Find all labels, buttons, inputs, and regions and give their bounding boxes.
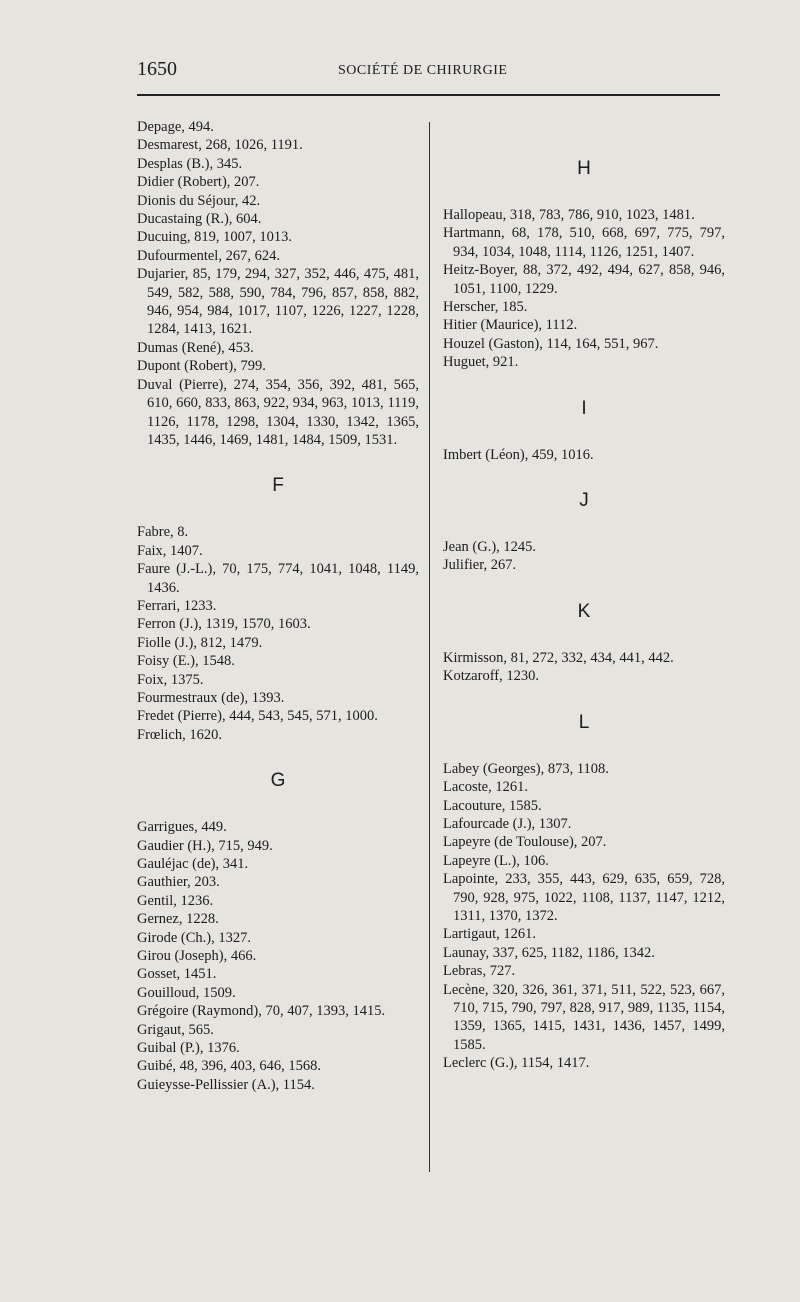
index-entry: Desplas (B.), 345. bbox=[137, 155, 243, 172]
section-letter: H bbox=[577, 158, 591, 179]
index-entry: Kotzaroff, 1230. bbox=[443, 668, 539, 685]
index-entry: Girou (Joseph), 466. bbox=[137, 948, 257, 965]
section-letter: K bbox=[577, 600, 591, 622]
index-entry: Ferron (J.), 1319, 1570, 1603. bbox=[137, 616, 311, 633]
index-entry: Dionis du Séjour, 42. bbox=[137, 192, 261, 209]
index-entry: Leclerc (G.), 1154, 1417. bbox=[443, 1055, 590, 1072]
index-entry: Lartigaut, 1261. bbox=[443, 926, 537, 943]
index-entry: Gaudier (H.), 715, 949. bbox=[137, 837, 273, 854]
index-entry: Fourmestraux (de), 1393. bbox=[137, 689, 285, 706]
index-entry: Labey (Georges), 873, 1108. bbox=[443, 760, 609, 777]
index-entry: Heitz-Boyer, 88, 372, 492, 494, 627, 858, 946, 1051, 1100, 1229. bbox=[443, 262, 725, 297]
index-entry: Grégoire (Raymond), 70, 407, 1393, 1415. bbox=[137, 1003, 386, 1020]
index-entry: Ferrari, 1233. bbox=[137, 597, 217, 614]
index-entry: Lebras, 727. bbox=[443, 963, 516, 980]
index-entry: Didier (Robert), 207. bbox=[137, 174, 260, 191]
index-entry: Grigaut, 565. bbox=[137, 1021, 214, 1038]
index-entry: Imbert (Léon), 459, 1016. bbox=[443, 446, 594, 463]
index-entry: Julifier, 267. bbox=[443, 557, 517, 574]
index-entry: Hitier (Maurice), 1112. bbox=[443, 317, 578, 334]
index-entry: Lapointe, 233, 355, 443, 629, 635, 659, 728, 790, 928, 975, 1022, 1108, 1137, 1147, 1212, 1311, 1370, 1372. bbox=[443, 871, 725, 924]
index-entry: Huguet, 921. bbox=[443, 354, 519, 371]
index-entry: Lapeyre (L.), 106. bbox=[443, 852, 549, 869]
index-entry: Lapeyre (de Toulouse), 207. bbox=[443, 834, 607, 851]
index-entry: Fredet (Pierre), 444, 543, 545, 571, 1000. bbox=[137, 708, 378, 725]
index-entry: Desmarest, 268, 1026, 1191. bbox=[137, 137, 303, 154]
index-entry: Hartmann, 68, 178, 510, 668, 697, 775, 797, 934, 1034, 1048, 1114, 1126, 1251, 1407. bbox=[443, 225, 725, 260]
section-letter: L bbox=[578, 711, 590, 733]
index-entry: Guibal (P.), 1376. bbox=[137, 1040, 240, 1057]
index-entry: Herscher, 185. bbox=[443, 299, 528, 316]
index-entry: Lacouture, 1585. bbox=[443, 797, 542, 814]
index-entry: Hallopeau, 318, 783, 786, 910, 1023, 1481. bbox=[443, 207, 695, 223]
header-rule bbox=[137, 94, 720, 96]
running-head: SOCIÉTÉ DE CHIRURGIE bbox=[338, 63, 508, 78]
section-letter: G bbox=[270, 770, 286, 792]
index-entry: Dujarier, 85, 179, 294, 327, 352, 446, 475, 481, 549, 582, 588, 590, 784, 796, 857, 858, 882, 946, 954, 984, 1017, 1107, 1226, 1227, 1228, 1284, 1413, 1621. bbox=[137, 266, 419, 338]
index-entry: Ducastaing (R.), 604. bbox=[137, 211, 262, 228]
section-letter: F bbox=[272, 475, 284, 497]
index-entry: Faix, 1407. bbox=[137, 542, 203, 559]
index-entry: Lafourcade (J.), 1307. bbox=[443, 815, 572, 832]
index-entry: Gentil, 1236. bbox=[137, 892, 214, 909]
index-entry: Gauthier, 203. bbox=[137, 874, 220, 891]
index-entry: Lacoste, 1261. bbox=[443, 779, 528, 796]
page-number: 1650 bbox=[137, 58, 177, 80]
section-letter: J bbox=[579, 490, 589, 512]
index-entry: Depage, 494. bbox=[137, 119, 214, 135]
index-entry: Girode (Ch.), 1327. bbox=[137, 929, 251, 946]
index-column-left bbox=[137, 118, 419, 1094]
index-column-right bbox=[443, 118, 725, 1073]
index-entry: Launay, 337, 625, 1182, 1186, 1342. bbox=[443, 944, 655, 961]
column-divider bbox=[429, 122, 430, 1172]
index-entry: Kirmisson, 81, 272, 332, 434, 441, 442. bbox=[443, 649, 674, 666]
index-entry: Houzel (Gaston), 114, 164, 551, 967. bbox=[443, 335, 659, 352]
index-entry: Gauléjac (de), 341. bbox=[137, 856, 249, 872]
index-entry: Jean (G.), 1245. bbox=[443, 539, 537, 556]
index-entry: Guieysse-Pellissier (A.), 1154. bbox=[137, 1076, 315, 1093]
index-entry: Fabre, 8. bbox=[137, 524, 189, 541]
index-entry: Gouilloud, 1509. bbox=[137, 984, 236, 1001]
index-entry: Dumas (René), 453. bbox=[137, 339, 254, 356]
index-entry: Dufourmentel, 267, 624. bbox=[137, 247, 280, 264]
index-entry: Guibé, 48, 396, 403, 646, 1568. bbox=[137, 1058, 322, 1075]
index-entry: Duval (Pierre), 274, 354, 356, 392, 481, 565, 610, 660, 833, 863, 922, 934, 963, 1013, 1119, 1126, 1178, 1298, 1304, 1330, 1342, 1365, 1435, 1446, 1469, 1481, 1484, 1509, 1531. bbox=[137, 376, 419, 448]
index-entry: Frœlich, 1620. bbox=[137, 726, 222, 743]
index-entry: Foisy (E.), 1548. bbox=[137, 653, 235, 670]
index-entry: Gosset, 1451. bbox=[137, 966, 217, 983]
index-entry: Fiolle (J.), 812, 1479. bbox=[137, 634, 263, 651]
index-entry: Lecène, 320, 326, 361, 371, 511, 522, 523, 667, 710, 715, 790, 797, 828, 917, 989, 1135, 1154, 1359, 1365, 1415, 1431, 1436, 1457, 1499, 1585. bbox=[443, 981, 725, 1053]
index-entry: Dupont (Robert), 799. bbox=[137, 358, 266, 375]
index-entry: Faure (J.-L.), 70, 175, 774, 1041, 1048, 1149, 1436. bbox=[137, 561, 419, 596]
index-entry: Garrigues, 449. bbox=[137, 819, 227, 836]
index-entry: Ducuing, 819, 1007, 1013. bbox=[137, 229, 293, 246]
section-letter: I bbox=[581, 397, 587, 419]
index-entry: Foix, 1375. bbox=[137, 671, 204, 688]
index-entry: Gernez, 1228. bbox=[137, 911, 219, 928]
